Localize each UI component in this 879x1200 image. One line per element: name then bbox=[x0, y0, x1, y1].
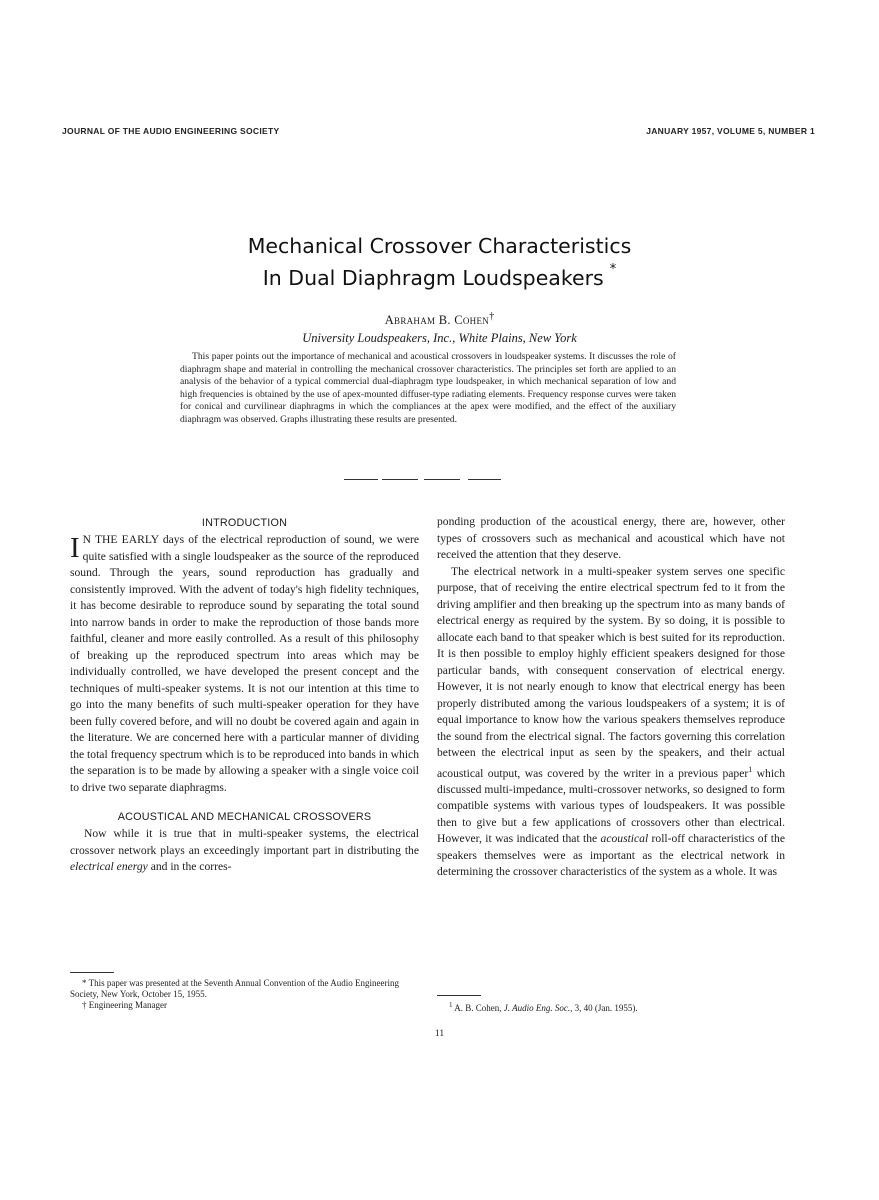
crossovers-text-a: Now while it is true that in multi-speaker systems, the electrical crossover network plays an exceedingly important part in distributing the bbox=[70, 827, 419, 857]
crossovers-text-b: and in the corres- bbox=[147, 860, 232, 873]
footnote-engineering-manager: † Engineering Manager bbox=[82, 1000, 167, 1010]
footnotes-left bbox=[70, 978, 420, 1011]
crossovers-emphasis: electrical energy bbox=[70, 860, 148, 873]
footnote-reference-marker: 1 bbox=[449, 1001, 453, 1009]
network-text-b: which discussed multi-impedance, multi-crossover networks, so designed to form compatible systems with various types of loudspeakers. It was possible then to give but a few applications of crossovers other than electrical. However, it was indicated that the bbox=[437, 766, 785, 846]
footnote-reference-journal: J. Audio Eng. Soc. bbox=[503, 1003, 571, 1013]
intro-paragraph bbox=[70, 532, 419, 796]
author-footnote-marker: † bbox=[489, 311, 495, 322]
article-title-line-2-text: In Dual Diaphragm Loudspeakers bbox=[262, 266, 604, 290]
right-column bbox=[437, 514, 785, 881]
continued-paragraph: ponding production of the acoustical energy, there are, however, other types of crossovers such as mechanical and acoustical which have not received the attention that they deserve. bbox=[437, 515, 785, 561]
author-name: Abraham B. Cohen bbox=[384, 313, 490, 328]
article-title-line-2 bbox=[0, 262, 879, 290]
drop-cap: I bbox=[70, 532, 80, 564]
network-text-a: The electrical network in a multi-speaker system serves one specific purpose, that of receiving the entire electrical spectrum fed to it from the driving amplifier and then breaking up the spectrum into as many bands of electrical energy as required by the system. By so doing, it is possible to allocate each band to that speaker which is best suited for its reproduction. It is then possible to employ highly efficient speakers designed for those particular bands, with consequent conservation of electrical energy. However, it is not nearly enough to know that electrical energy has been properly distributed among the various loudspeakers of a system; it is of equal importance to know how the various speakers themselves reproduce the sound from the electrical signal. The factors governing this correlation between the electrical input as seen by the speakers, and their actual acoustical output, was covered by the writer in a previous paper bbox=[437, 564, 785, 780]
footnote-rule-left bbox=[70, 972, 114, 973]
page-number: 11 bbox=[434, 1029, 445, 1039]
intro-paragraph-text: N THE EARLY days of the electrical reproduction of sound, we were quite satisfied with a single loudspeaker as the source of the reproduced sound. Through the years, sound reproduction has gradually and consistently improved. With the advent of today's high fidelity techniques, it has become desirable to reproduce sound by separating the total sound into narrow bands in order to make the reproduction of those bands more faithful, cleaner and more easily controlled. As a result of this philosophy of breaking up the reproduced spectrum into areas which may be individually controlled, we have developed the present concept and the techniques of multi-speaker systems. It is not our intention at this time to go into the many benefits of such multi-speaker operation for they have been fully covered before, and will no doubt be covered again and again in the literature. We are concerned here with a particular manner of dividing the total frequency spectrum which is to be reproduced into bands in which the separation is to be made by allowing a speaker with a single voice coil to drive two separate diaphragms. bbox=[70, 533, 420, 794]
title-footnote-marker: * bbox=[609, 262, 617, 278]
footnote-rule-right bbox=[437, 995, 481, 996]
running-head-issue: JANUARY 1957, VOLUME 5, NUMBER 1 bbox=[646, 126, 815, 136]
network-emphasis: acoustical bbox=[600, 832, 649, 846]
author-line bbox=[0, 311, 879, 328]
left-column bbox=[70, 514, 419, 876]
footnotes-right bbox=[437, 1000, 785, 1014]
crossovers-paragraph bbox=[70, 826, 419, 876]
footnote-reference bbox=[437, 1000, 785, 1014]
electrical-network-paragraph bbox=[437, 564, 785, 881]
heading-acoustical-mechanical-crossovers: ACOUSTICAL AND MECHANICAL CROSSOVERS bbox=[117, 811, 372, 823]
author-affiliation: University Loudspeakers, Inc., White Plains, New York bbox=[302, 331, 577, 345]
footnote-reference-text-b: , 3, 40 (Jan. 1955). bbox=[570, 1003, 638, 1013]
reference-marker: 1 bbox=[748, 764, 753, 774]
network-text-c: roll-off characteristics of the speakers themselves were as important as the electrical network in determining the crossover characteristics of the system as a whole. It was bbox=[437, 832, 785, 879]
heading-introduction: INTRODUCTION bbox=[201, 517, 288, 529]
abstract: This paper points out the importance of mechanical and acoustical crossovers in loudspeaker systems. It discusses the role of diaphragm shape and material in controlling the mechanical crossover characteristics. The principles set forth are applied to an analysis of the behavior of a typical commercial dual-diaphragm type loudspeaker, in which mechanical separation of low and high frequencies is obtained by the use of apex-mounted diffuser-type radiating elements. Frequency response curves were taken for conical and curvilinear diaphragms in which the compliances at the apex were modified, and the effect of the auxiliary diaphragm was observed. Graphs illustrating these results are presented. bbox=[180, 351, 676, 425]
footnote-presentation: * This paper was presented at the Seventh Annual Convention of the Audio Engineering Society, New York, October 15, 1955. bbox=[70, 978, 400, 999]
running-head-journal: JOURNAL OF THE AUDIO ENGINEERING SOCIETY bbox=[62, 126, 280, 136]
footnote-reference-text-a: A. B. Cohen, bbox=[452, 1003, 504, 1013]
article-title-line-1: Mechanical Crossover Characteristics bbox=[247, 234, 632, 258]
